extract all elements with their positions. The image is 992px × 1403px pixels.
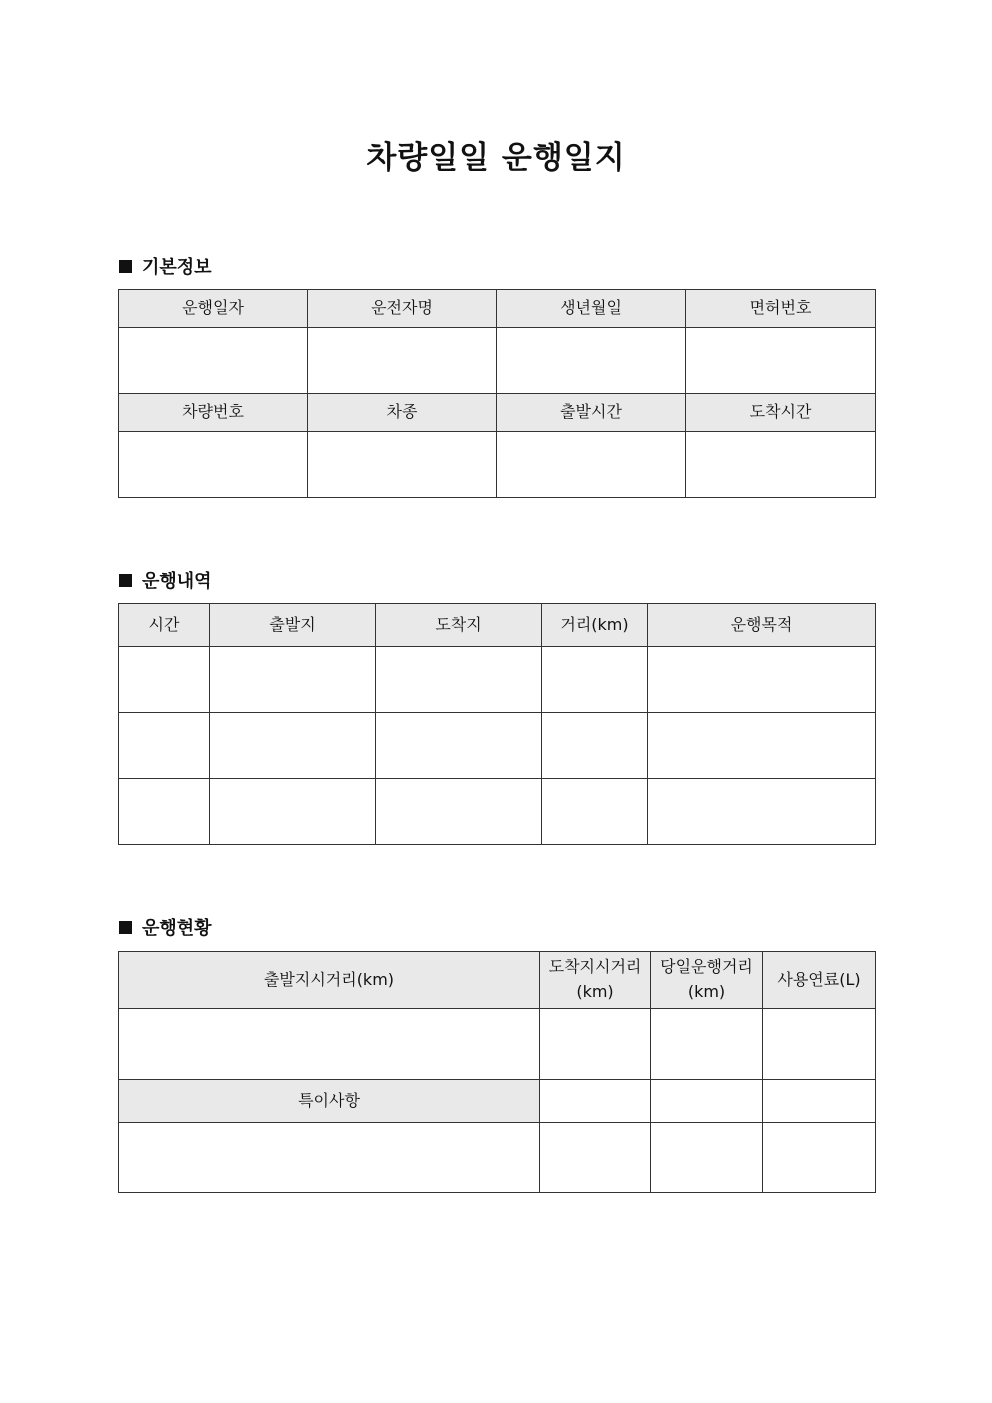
arrival-place-field[interactable] <box>376 713 542 779</box>
arrival-place-field[interactable] <box>376 779 542 845</box>
header-distance: 거리(km) <box>542 604 648 647</box>
square-bullet-icon <box>119 574 132 587</box>
daily-distance-field[interactable] <box>651 1009 763 1080</box>
remarks-field[interactable] <box>119 1123 540 1193</box>
header-start-odometer: 출발지시거리(km) <box>119 952 540 1009</box>
table-row <box>119 432 876 498</box>
daily-distance-extra-field[interactable] <box>651 1123 763 1193</box>
section-heading-driving-record <box>119 567 212 593</box>
table-header-row <box>119 952 876 1009</box>
time-field[interactable] <box>119 647 210 713</box>
table-row <box>119 779 876 845</box>
arrival-time-field[interactable] <box>686 432 876 498</box>
header-daily-distance: 당일운행거리(km) <box>651 952 763 1009</box>
section-heading-label: 기본정보 <box>142 257 212 278</box>
table-row <box>119 328 876 394</box>
basic-info-table <box>118 289 876 498</box>
arrival-place-field[interactable] <box>376 647 542 713</box>
purpose-field[interactable] <box>648 713 876 779</box>
driver-name-field[interactable] <box>308 328 497 394</box>
header-departure-place: 출발지 <box>210 604 376 647</box>
header-birth-date: 생년월일 <box>497 290 686 328</box>
birth-date-field[interactable] <box>497 328 686 394</box>
fuel-used-extra-field[interactable] <box>763 1123 876 1193</box>
header-driver-name: 운전자명 <box>308 290 497 328</box>
driving-record-table <box>118 603 876 845</box>
end-odometer-extra-field[interactable] <box>540 1080 651 1123</box>
fuel-used-field[interactable] <box>763 1009 876 1080</box>
section-heading-basic-info <box>119 253 212 279</box>
table-header-row <box>119 394 876 432</box>
header-end-odometer: 도착지시거리(km) <box>540 952 651 1009</box>
fuel-used-extra-field[interactable] <box>763 1080 876 1123</box>
time-field[interactable] <box>119 713 210 779</box>
start-odometer-field[interactable] <box>119 1009 540 1080</box>
header-departure-time: 출발시간 <box>497 394 686 432</box>
header-fuel-used: 사용연료(L) <box>763 952 876 1009</box>
license-number-field[interactable] <box>686 328 876 394</box>
section-heading-label: 운행현황 <box>142 918 212 939</box>
header-arrival-time: 도착시간 <box>686 394 876 432</box>
square-bullet-icon <box>119 260 132 273</box>
purpose-field[interactable] <box>648 647 876 713</box>
document-title: 차량일일 운행일지 <box>366 140 626 176</box>
vehicle-type-field[interactable] <box>308 432 497 498</box>
header-vehicle-type: 차종 <box>308 394 497 432</box>
table-row <box>119 1009 876 1080</box>
distance-field[interactable] <box>542 647 648 713</box>
drive-date-field[interactable] <box>119 328 308 394</box>
daily-distance-extra-field[interactable] <box>651 1080 763 1123</box>
section-heading-driving-status <box>119 914 212 940</box>
departure-place-field[interactable] <box>210 713 376 779</box>
end-odometer-field[interactable] <box>540 1009 651 1080</box>
header-vehicle-number: 차량번호 <box>119 394 308 432</box>
header-time: 시간 <box>119 604 210 647</box>
header-arrival-place: 도착지 <box>376 604 542 647</box>
departure-time-field[interactable] <box>497 432 686 498</box>
distance-field[interactable] <box>542 779 648 845</box>
distance-field[interactable] <box>542 713 648 779</box>
departure-place-field[interactable] <box>210 647 376 713</box>
end-odometer-extra-field[interactable] <box>540 1123 651 1193</box>
table-header-row <box>119 604 876 647</box>
header-drive-date: 운행일자 <box>119 290 308 328</box>
header-remarks: 특이사항 <box>119 1080 540 1123</box>
header-purpose: 운행목적 <box>648 604 876 647</box>
table-row <box>119 647 876 713</box>
table-row <box>119 1080 876 1123</box>
table-header-row <box>119 290 876 328</box>
departure-place-field[interactable] <box>210 779 376 845</box>
header-license-number: 면허번호 <box>686 290 876 328</box>
vehicle-number-field[interactable] <box>119 432 308 498</box>
purpose-field[interactable] <box>648 779 876 845</box>
section-heading-label: 운행내역 <box>142 571 212 592</box>
table-row <box>119 1123 876 1193</box>
table-row <box>119 713 876 779</box>
driving-status-table <box>118 951 876 1193</box>
time-field[interactable] <box>119 779 210 845</box>
square-bullet-icon <box>119 921 132 934</box>
